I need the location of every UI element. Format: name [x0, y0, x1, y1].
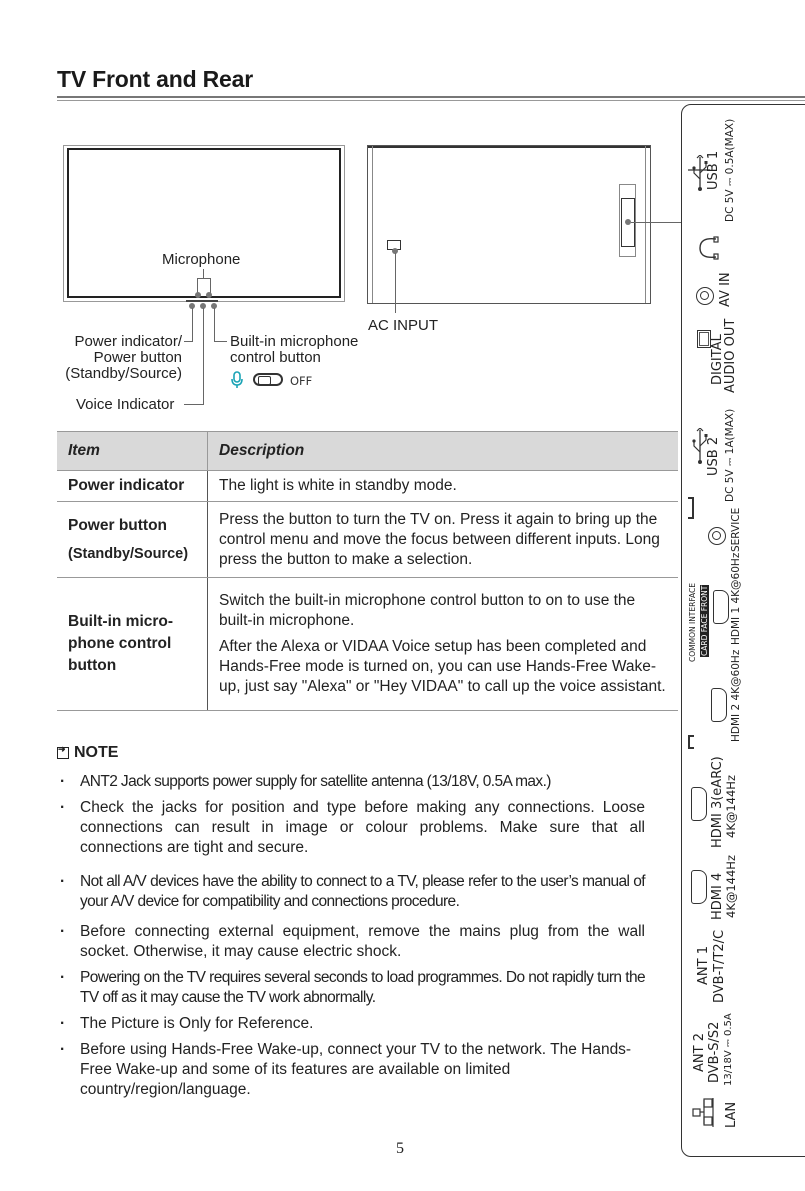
ci-slot-bracket — [688, 735, 694, 749]
leader-line — [192, 308, 193, 342]
ant1-label: ANT 1 — [696, 946, 711, 985]
button-strip — [186, 300, 218, 302]
tv-rear-diagram — [367, 145, 651, 304]
item-line: (Standby/Source) — [68, 545, 189, 562]
note-arrow-icon — [57, 747, 69, 759]
description-text: The light is white in standby mode. — [219, 477, 457, 494]
leader-line — [203, 269, 204, 278]
leader-line — [184, 341, 193, 342]
table-row — [57, 502, 678, 578]
hdmi-icon — [691, 787, 707, 821]
mic-dot — [206, 292, 212, 298]
leader-line — [395, 253, 396, 313]
microphone-icon — [230, 371, 244, 394]
av-in-label: AV IN — [718, 272, 733, 307]
mic-switch-state: OFF — [290, 374, 313, 388]
hdmi3-spec: 4K@144Hz — [724, 775, 738, 838]
note-item: · Powering on the TV requires several seconds to load programmes. Do not rapidly turn the TV off as it may cause the TV work abnormally. — [57, 968, 645, 1008]
row-description — [208, 502, 679, 578]
microphone-label: Microphone — [162, 251, 241, 268]
mic-dot — [195, 292, 201, 298]
optical-icon — [697, 330, 711, 348]
power-indicator-label — [56, 334, 182, 382]
digital-label: DIGITAL — [710, 334, 725, 385]
label-line: Built-in microphone — [230, 333, 359, 350]
row-item: Power indicator — [57, 471, 208, 502]
av-in-icon — [696, 287, 714, 305]
title-rule-thin — [57, 100, 805, 101]
mic-switch-toggle — [253, 373, 283, 386]
note-item: · ANT2 Jack supports power supply for satellite antenna (13/18V, 0.5A max.) — [57, 772, 645, 792]
row-item — [57, 578, 208, 711]
page-number: 5 — [396, 1140, 404, 1157]
usb1-spec: DC 5V ⎓ 0.5A(MAX) — [724, 118, 736, 222]
leader-line — [631, 222, 681, 223]
leader-line — [203, 308, 204, 404]
note-item: · Before using Hands-Free Wake-up, connect your TV to the network. The Hands-Free Wake-up and some of its features are available on limited country/region/language. — [57, 1040, 645, 1100]
note-heading — [57, 744, 118, 762]
label-line: control button — [230, 349, 321, 366]
usb2-spec: DC 5V ⎓ 1A(MAX) — [724, 408, 736, 502]
lan-icon — [691, 1096, 715, 1137]
common-interface-label: COMMON INTERFACE — [688, 583, 697, 662]
ant2-label: ANT 2 — [692, 1033, 707, 1072]
table-row — [57, 471, 678, 502]
ant1-spec: DVB-T/T2/C — [712, 929, 727, 1003]
ac-input-label: AC INPUT — [368, 317, 439, 334]
label-line: Power button — [93, 349, 182, 366]
note-item: · Check the jacks for position and type before making any connections. Loose connections can result in image or colour problems. Make sure that all connections are tight and secure. — [57, 798, 645, 858]
hdmi-icon — [711, 688, 727, 722]
mic-control-button-label — [230, 334, 358, 366]
row-description — [208, 471, 679, 502]
table-row — [57, 578, 678, 711]
hdmi-icon — [713, 590, 729, 624]
ant2-spec: DVB-S/S2 — [707, 1021, 722, 1083]
usb2-label: USB 2 — [706, 436, 721, 476]
headphone-icon — [698, 235, 720, 266]
item-line: Built-in micro- — [68, 613, 174, 630]
label-line: (Standby/Source) — [65, 365, 182, 382]
note-item: · Before connecting external equipment, remove the mains plug from the wall socket. Otherwise, it may cause electric shock. — [57, 922, 645, 962]
item-line: Power button — [68, 516, 168, 534]
voice-indicator-label: Voice Indicator — [76, 396, 175, 413]
service-icon — [708, 527, 726, 545]
service-label: SERVICE — [730, 507, 742, 552]
ant2-power-spec: 13/18V ⎓ 0.5A — [723, 1013, 734, 1086]
header-description: Description — [208, 432, 679, 471]
card-face-front-label: CARD FACE FRONT — [700, 585, 709, 656]
note-heading-text: NOTE — [74, 744, 119, 761]
description-text: Switch the built-in microphone control button to on to use the built-in microphone. — [219, 592, 636, 629]
hdmi3-label: HDMI 3(eARC) — [710, 756, 725, 848]
row-description — [208, 578, 679, 711]
note-item: · Not all A/V devices have the ability to connect to a TV, please refer to the user’s manual of your A/V device for compatibility and connections procedure. — [57, 872, 645, 912]
title-rule — [57, 96, 805, 98]
audio-out-label: AUDIO OUT — [723, 318, 738, 393]
page-title: TV Front and Rear — [57, 66, 253, 92]
description-text: After the Alexa or VIDAA Voice setup has been completed and Hands-Free mode is turned on, you can use Hands-Free Wake-up, just say "Alexa" or "Hey VIDAA" to call up the voice assistant. — [219, 638, 666, 695]
hdmi2-label: HDMI 2 4K@60Hz — [730, 649, 742, 742]
leader-line — [214, 341, 227, 342]
ci-slot-bracket — [688, 497, 694, 519]
header-item: Item — [57, 432, 208, 471]
hdmi4-spec: 4K@144Hz — [724, 855, 738, 918]
item-line: phone control — [68, 635, 172, 652]
hdmi-icon — [691, 870, 707, 904]
description-text: Press the button to turn the TV on. Press it again to bring up the control menu and move the focus between different inputs. Long press the button to make a selection. — [219, 510, 660, 568]
leader-line — [214, 308, 215, 342]
lan-label: LAN — [724, 1101, 739, 1128]
item-line: button — [68, 657, 117, 674]
hdmi1-label: HDMI 1 4K@60Hz — [730, 552, 742, 645]
note-item: · The Picture is Only for Reference. — [57, 1014, 645, 1034]
item-description-table — [57, 431, 678, 711]
row-item — [57, 502, 208, 578]
usb1-label: USB 1 — [706, 150, 721, 190]
label-line: Power indicator/ — [74, 333, 182, 350]
note-list — [57, 772, 645, 1106]
leader-line — [184, 404, 204, 405]
table-header-row — [57, 432, 678, 471]
hdmi4-label: HDMI 4 — [710, 872, 725, 920]
